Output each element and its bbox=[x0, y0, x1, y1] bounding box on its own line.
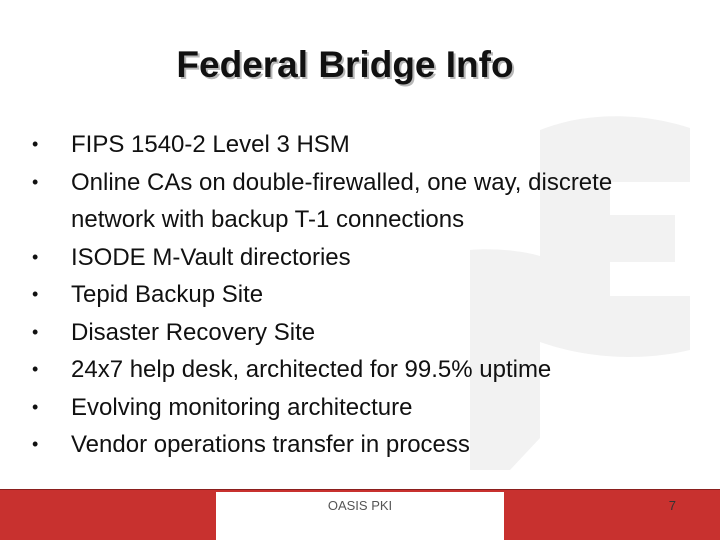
footer-label: OASIS PKI bbox=[327, 498, 393, 513]
list-item bbox=[32, 164, 672, 239]
list-item bbox=[32, 389, 672, 427]
bullet-marker: • bbox=[32, 396, 39, 417]
list-item bbox=[32, 314, 672, 352]
list-item bbox=[32, 426, 672, 464]
bullet-marker: • bbox=[32, 134, 39, 154]
bullet-marker: • bbox=[32, 434, 39, 454]
bullet-marker: • bbox=[32, 284, 39, 304]
bullet-text: 24x7 help desk, architected for 99.5% uptime bbox=[71, 356, 552, 383]
bullet-marker: • bbox=[32, 359, 39, 379]
list-item bbox=[32, 276, 672, 314]
bullet-text: Vendor operations transfer in process bbox=[71, 431, 470, 458]
footer-center-panel bbox=[216, 492, 504, 540]
list-item bbox=[32, 351, 672, 389]
bullet-text: Online CAs on double-firewalled, one way, discrete network with backup T-1 connections bbox=[71, 168, 613, 233]
bullet-marker: • bbox=[32, 321, 39, 342]
list-item bbox=[32, 126, 672, 164]
slide-title: Federal Bridge Info bbox=[176, 44, 514, 85]
bullet-text: Tepid Backup Site bbox=[71, 281, 264, 308]
bullet-text: ISODE M-Vault directories bbox=[71, 243, 351, 271]
bullet-text: Evolving monitoring architecture bbox=[71, 393, 413, 421]
bullet-text: Disaster Recovery Site bbox=[71, 318, 316, 346]
bullet-marker: • bbox=[32, 246, 39, 267]
bullet-text: FIPS 1540-2 Level 3 HSM bbox=[71, 131, 350, 158]
list-item bbox=[32, 239, 672, 277]
bullet-marker: • bbox=[32, 171, 39, 192]
bullet-list bbox=[32, 126, 672, 464]
page-number: 7 bbox=[668, 498, 676, 513]
